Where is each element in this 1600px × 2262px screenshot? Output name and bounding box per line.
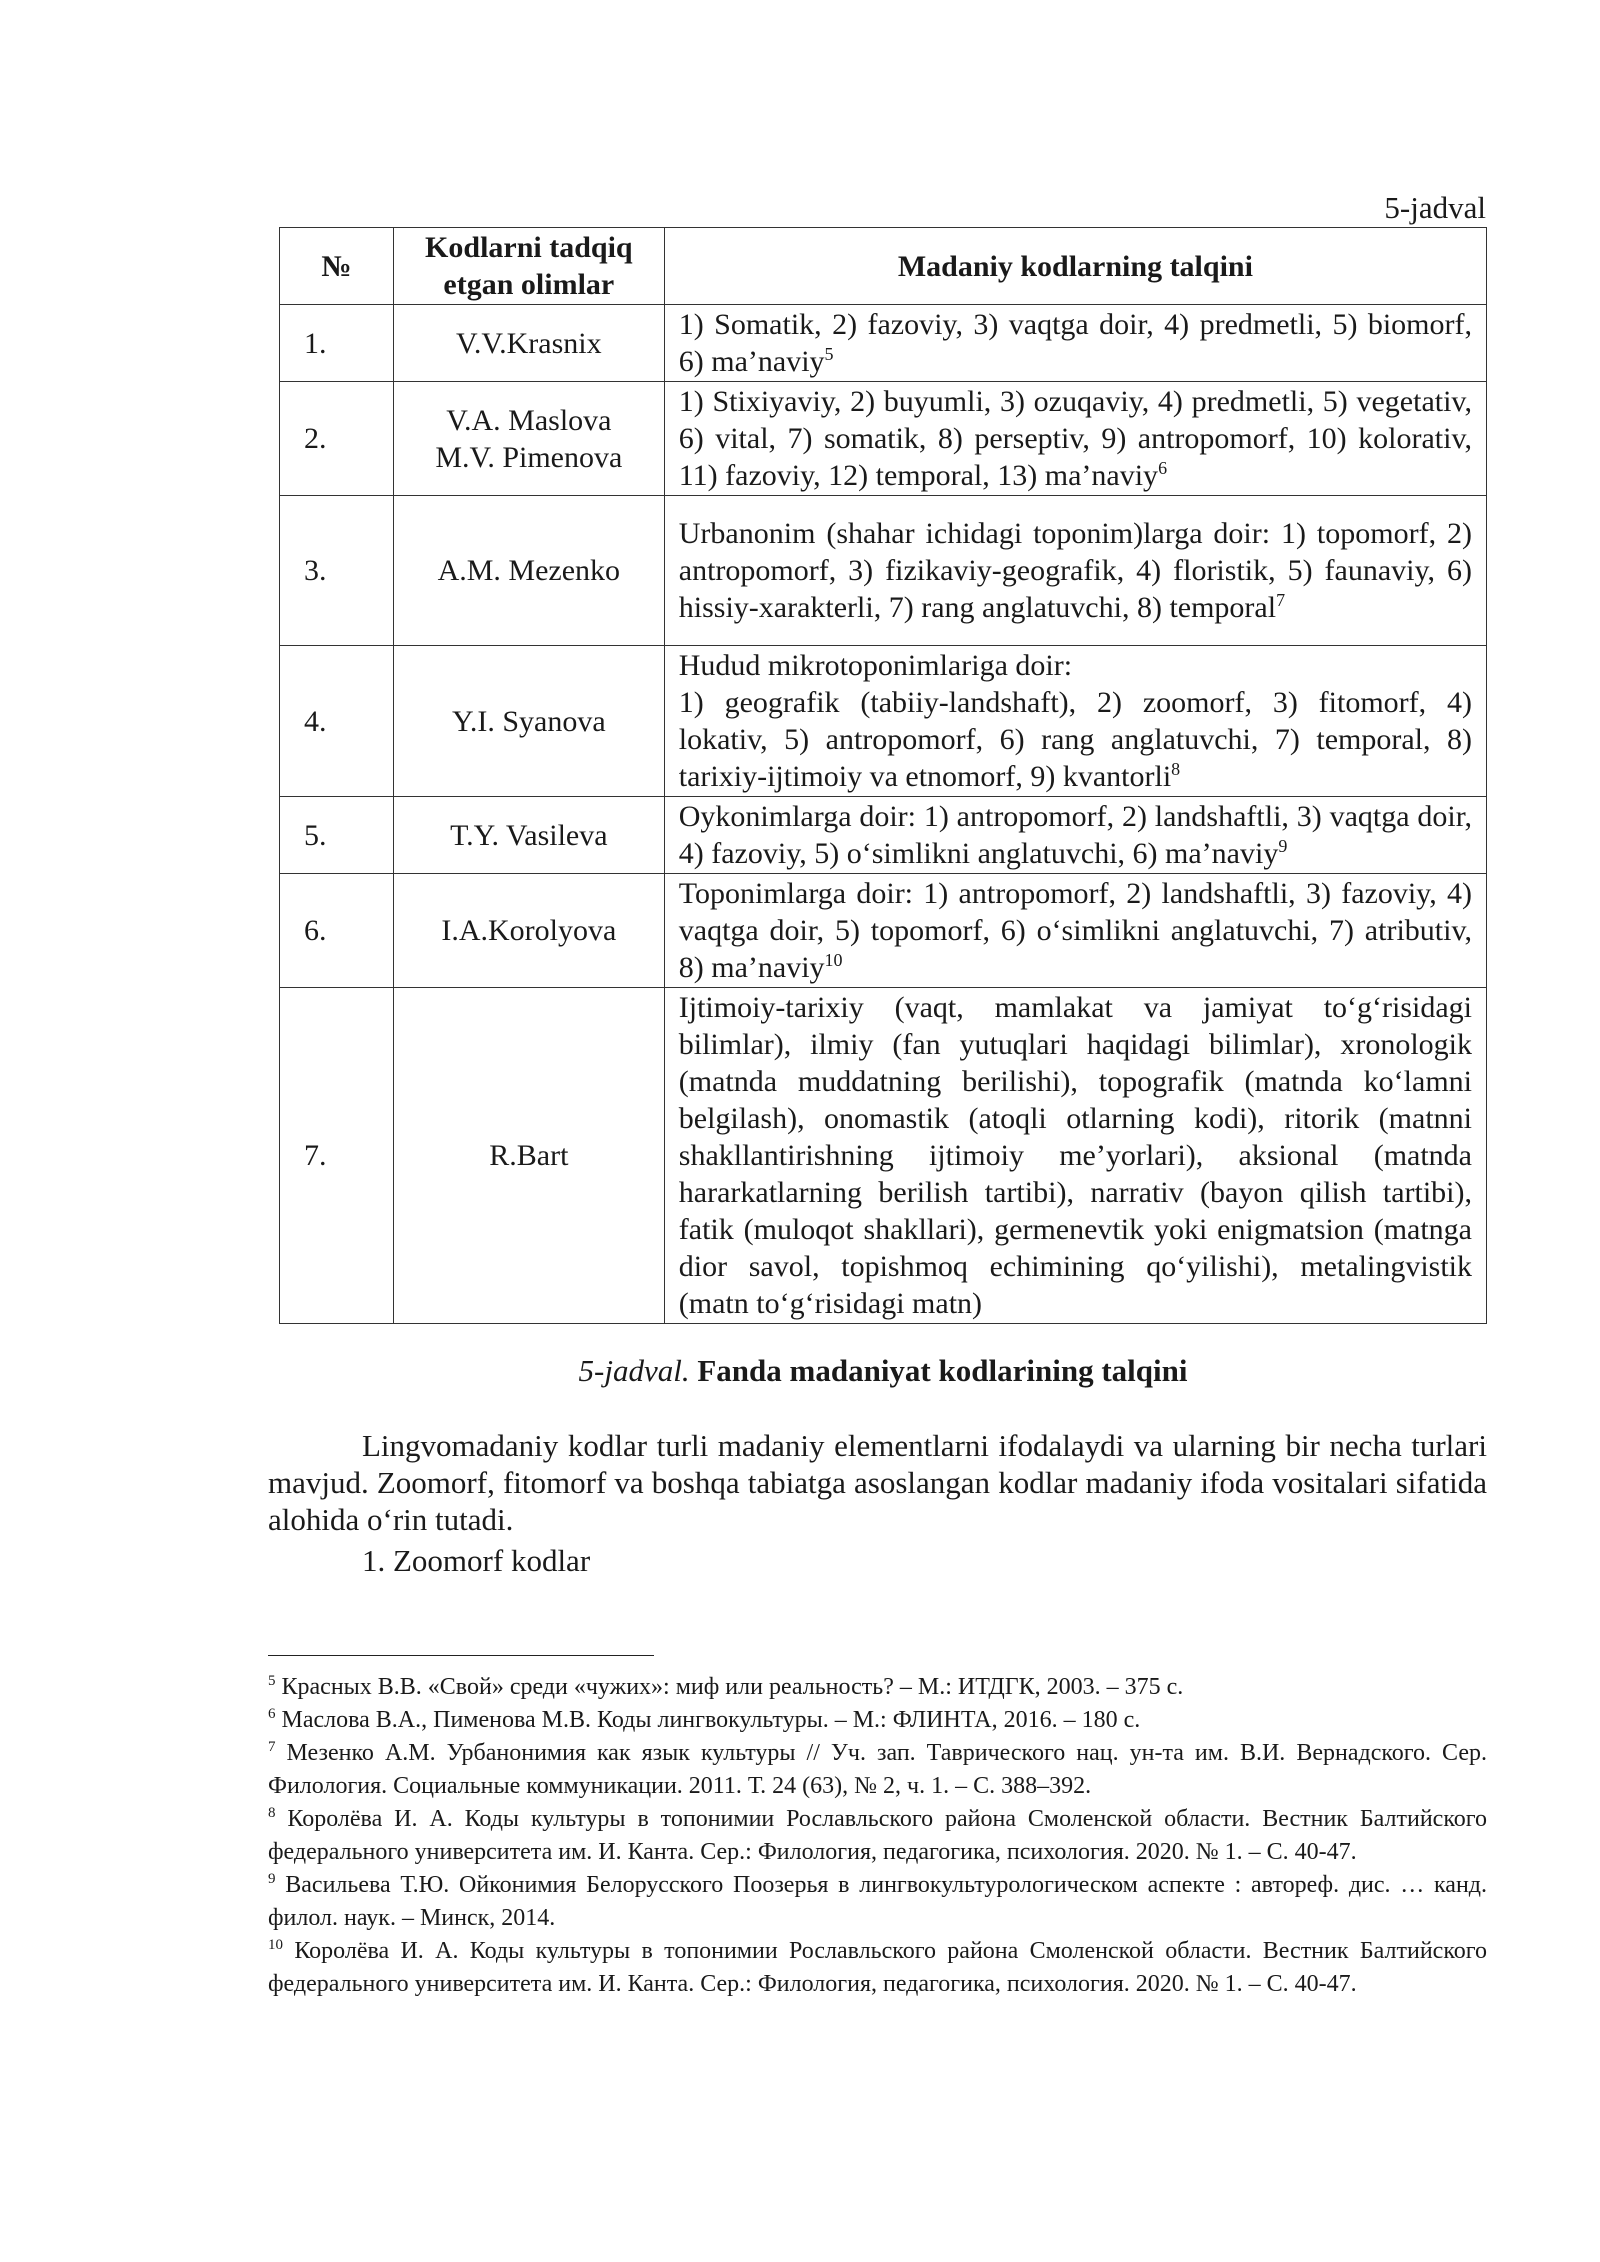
code-description bbox=[664, 874, 1486, 988]
description-text: Toponimlarga doir: 1) antropomorf, 2) landshaftli, 3) fazoviy, 4) vaqtga doir, 5) topomorf, 6) o‘simlikni anglatuvchi, 7) atributiv, 8) ma’naviy bbox=[678, 877, 1472, 984]
footnote-text: Маслова В.А., Пименова М.В. Коды лингвокультуры. – М.: ФЛИНТА, 2016. – 180 с. bbox=[281, 1707, 1141, 1733]
footnote-ref: 7 bbox=[1276, 590, 1286, 610]
description-text: Oykonimlarga doir: 1) antropomorf, 2) landshaftli, 3) vaqtga doir, 4) fazoviy, 5) o‘simlikni anglatuvchi, 6) ma’naviy bbox=[678, 800, 1472, 870]
scientist-name: A.M. Mezenko bbox=[393, 496, 664, 646]
description-intro: Hudud mikrotoponimlariga doir: bbox=[678, 649, 1073, 682]
footnote-number: 6 bbox=[268, 1706, 276, 1722]
scientist-name-1: V.A. Maslova bbox=[446, 403, 612, 437]
scientist-name-2: M.V. Pimenova bbox=[435, 440, 623, 474]
footnote-text: Мезенко А.М. Урбанонимия как язык культуры // Уч. зап. Таврического нац. ун-та им. В.И. Вернадского. Сер. Филология. Социальные коммуникации. 2011. Т. 24 (63), № 2, ч. 1. – С. 388–392. bbox=[268, 1740, 1488, 1799]
footnote bbox=[268, 1671, 1487, 1704]
row-number: 2. bbox=[280, 382, 394, 496]
code-description bbox=[664, 646, 1486, 797]
footnote-text: Васильева Т.Ю. Ойконимия Белорусского Поозерья в лингвокультурологическом аспекте : автореф. дис. … канд. филол. наук. – Минск, 2014. bbox=[268, 1872, 1488, 1931]
row-number: 3. bbox=[280, 496, 394, 646]
footnote bbox=[268, 1704, 1487, 1737]
description-text: 1) Somatik, 2) fazoviy, 3) vaqtga doir, 4) predmetli, 5) biomorf, 6) ma’naviy bbox=[678, 308, 1472, 378]
body-paragraph: Lingvomadaniy kodlar turli madaniy elementlarni ifodalaydi va ularning bir necha turlari mavjud. Zoomorf, fitomorf va boshqa tabiatga asoslangan kodlar madaniy ifoda vositalari sifatida alohida o‘rin tutadi. bbox=[268, 1428, 1487, 1537]
table-row bbox=[280, 988, 1487, 1324]
footnote-ref: 10 bbox=[824, 950, 843, 970]
description-text: Urbanonim (shahar ichidagi toponim)larga doir: 1) topomorf, 2) antropomorf, 3) fizikaviy-geografik, 4) floristik, 5) faunaviy, 6) hissiy-xarakterli, 7) rang anglatuvchi, 8) temporal bbox=[678, 517, 1472, 624]
description-text: 1) geografik (tabiiy-landshaft), 2) zoomorf, 3) fitomorf, 4) lokativ, 5) antropomorf, 6) rang anglatuvchi, 7) temporal, 8) tarixiy-ijtimoiy va etnomorf, 9) kvantorli bbox=[678, 686, 1472, 793]
code-description bbox=[664, 496, 1486, 646]
row-number: 4. bbox=[280, 646, 394, 797]
footnote-text: Королёва И. А. Коды культуры в топонимии Рославльского района Смоленской области. Вестник Балтийского федерального университета им. И. Канта. Сер.: Филология, педагогика, психология. 2020. № 1. – С. 40-47. bbox=[268, 1806, 1488, 1865]
header-scientists: Kodlarni tadqiq etgan olimlar bbox=[393, 228, 664, 305]
footnote bbox=[268, 1869, 1487, 1935]
table-row bbox=[280, 646, 1487, 797]
footnote-text: Красных В.В. «Свой» среди «чужих»: миф или реальность? – М.: ИТДГК, 2003. – 375 с. bbox=[281, 1674, 1184, 1700]
footnote bbox=[268, 1935, 1487, 2001]
footnote bbox=[268, 1737, 1487, 1803]
footnote-number: 8 bbox=[268, 1805, 276, 1821]
table-row bbox=[280, 305, 1487, 382]
table-header-row bbox=[280, 228, 1487, 305]
footnote-ref: 5 bbox=[824, 344, 834, 364]
footnote-ref: 6 bbox=[1158, 458, 1168, 478]
header-interpretation: Madaniy kodlarning talqini bbox=[664, 228, 1486, 305]
row-number: 6. bbox=[280, 874, 394, 988]
description-text: Ijtimoiy-tarixiy (vaqt, mamlakat va jamiyat to‘g‘risidagi bilimlar), ilmiy (fan yutuqlari haqidagi bilimlar), xronologik (matnda muddatning berilishi), topografik (matnda ko‘lamni belgilash), onomastik (atoqli otlarning kodi), ritorik (matnni shakllantirishning ijtimoiy me’yorlari), aksional (matnda hararkatlarning berilish tartibi), narrativ (bayon qilish tartibi), fatik (muloqot shakllari), germenevtik yoki enigmatsion (matnga dior savol, topishmoq echimining qo‘yilishi), metalingvistik (matn to‘g‘risidagi matn) bbox=[678, 991, 1472, 1320]
section-list-item: 1. Zoomorf kodlar bbox=[362, 1543, 591, 1578]
scientist-name: R.Bart bbox=[393, 988, 664, 1324]
footnotes bbox=[268, 1671, 1487, 2001]
row-number: 1. bbox=[280, 305, 394, 382]
row-number: 7. bbox=[280, 988, 394, 1324]
scientist-name: T.Y. Vasileva bbox=[393, 797, 664, 874]
caption-label: 5-jadval. bbox=[578, 1353, 690, 1388]
footnote bbox=[268, 1803, 1487, 1869]
code-description bbox=[664, 797, 1486, 874]
table-row bbox=[280, 797, 1487, 874]
footnote-number: 5 bbox=[268, 1673, 276, 1689]
footnote-number: 9 bbox=[268, 1871, 276, 1887]
scientist-name bbox=[393, 382, 664, 496]
code-description bbox=[664, 988, 1486, 1324]
footnote-text: Королёва И. А. Коды культуры в топонимии Рославльского района Смоленской области. Вестник Балтийского федерального университета им. И. Канта. Сер.: Филология, педагогика, психология. 2020. № 1. – С. 40-47. bbox=[268, 1938, 1488, 1997]
header-num: № bbox=[280, 228, 394, 305]
code-description bbox=[664, 382, 1486, 496]
table-row bbox=[280, 382, 1487, 496]
table-row bbox=[280, 496, 1487, 646]
table-caption bbox=[279, 1353, 1487, 1389]
scientist-name: Y.I. Syanova bbox=[393, 646, 664, 797]
footnote-ref: 8 bbox=[1171, 759, 1181, 779]
table-label: 5-jadval bbox=[1384, 190, 1486, 225]
footnote-ref: 9 bbox=[1278, 836, 1288, 856]
description-text: 1) Stixiyaviy, 2) buyumli, 3) ozuqaviy, 4) predmetli, 5) vegetativ, 6) vital, 7) somatik, 8) perseptiv, 9) antropomorf, 10) kolorativ, 11) fazoviy, 12) temporal, 13) ma’naviy bbox=[678, 385, 1472, 492]
footnote-number: 7 bbox=[268, 1739, 276, 1755]
code-description bbox=[664, 305, 1486, 382]
scientist-name: V.V.Krasnix bbox=[393, 305, 664, 382]
row-number: 5. bbox=[280, 797, 394, 874]
cultural-codes-table bbox=[279, 227, 1487, 1324]
caption-title: Fanda madaniyat kodlarining talqini bbox=[697, 1353, 1188, 1388]
table-row bbox=[280, 874, 1487, 988]
scientist-name: I.A.Korolyova bbox=[393, 874, 664, 988]
footnote-number: 10 bbox=[268, 1937, 283, 1953]
footnote-separator bbox=[268, 1655, 654, 1656]
